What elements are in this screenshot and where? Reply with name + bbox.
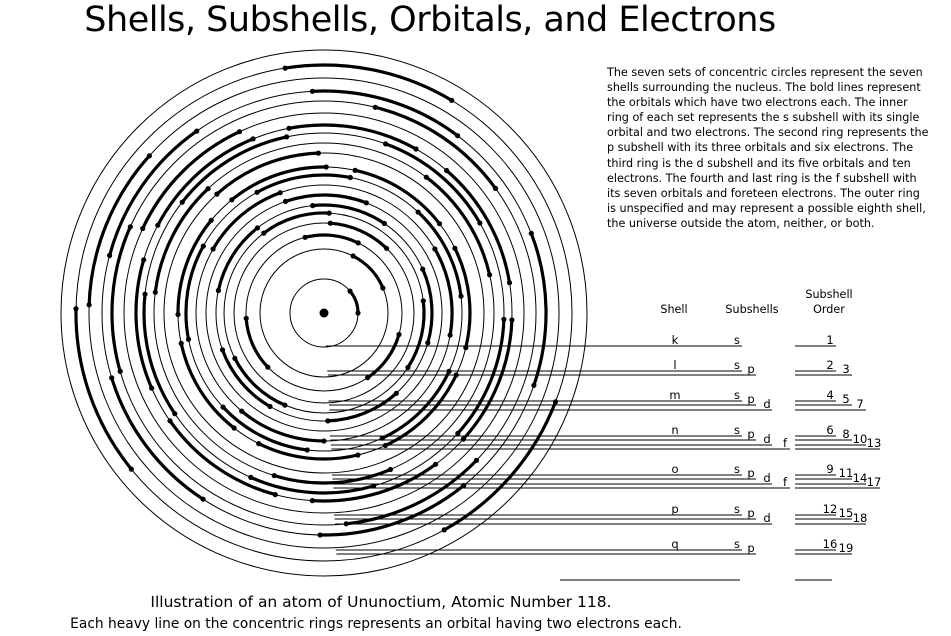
order-number: 5: [842, 392, 850, 406]
electron: [355, 310, 360, 315]
subshell-label-n-f: f: [782, 436, 788, 450]
orbital-m-p: [408, 301, 424, 368]
caption-sub: Each heavy line on the concentric rings represents an orbital having two electrons each.: [70, 616, 682, 632]
order-number: 9: [826, 462, 834, 476]
subshell-label-q-s: s: [734, 537, 740, 551]
electron: [221, 405, 226, 410]
electron: [493, 186, 498, 191]
order-number: 15: [838, 506, 854, 520]
order-number: 11: [838, 466, 854, 480]
order-number: 4: [826, 388, 834, 402]
electron: [328, 221, 333, 226]
electron: [477, 220, 482, 225]
electron: [310, 498, 315, 503]
electron: [283, 66, 288, 71]
electron: [140, 226, 145, 231]
electron: [175, 312, 180, 317]
subshell-label-m-s: s: [734, 388, 740, 402]
orbital-q-p: [76, 309, 131, 469]
order-number: 13: [866, 436, 882, 450]
electron: [324, 164, 329, 169]
orbital-q-p: [444, 402, 555, 530]
order-number: 7: [856, 397, 864, 411]
electron: [155, 223, 160, 228]
subshell-label-p-d: d: [763, 511, 771, 525]
electron: [455, 431, 460, 436]
electron: [229, 197, 234, 202]
electron: [448, 333, 453, 338]
electron: [211, 246, 216, 251]
electron: [141, 257, 146, 262]
electron: [109, 375, 114, 380]
electron: [167, 418, 172, 423]
electron: [384, 246, 389, 251]
subshell-label-n-s: s: [734, 423, 740, 437]
electron: [442, 527, 447, 532]
electron: [405, 365, 410, 370]
electron: [179, 341, 184, 346]
electron: [420, 267, 425, 272]
electron: [267, 404, 272, 409]
electron: [261, 231, 266, 236]
electron: [353, 168, 358, 173]
electron: [364, 200, 369, 205]
electron: [416, 210, 421, 215]
order-number: 8: [842, 427, 850, 441]
electron: [351, 253, 356, 258]
order-number: 19: [838, 541, 854, 555]
electron: [303, 235, 308, 240]
electron: [216, 288, 221, 293]
subshell-label-o-p: p: [747, 466, 755, 480]
electron: [310, 89, 315, 94]
electron: [461, 437, 466, 442]
header-shell: Shell: [660, 303, 688, 316]
electron: [433, 462, 438, 467]
electron: [237, 129, 242, 134]
electron: [255, 190, 260, 195]
electron: [356, 240, 361, 245]
shell-label-k: k: [671, 333, 679, 347]
subshell-label-n-p: p: [747, 427, 755, 441]
description-text: The seven sets of concentric circles represent the seven shells surrounding the nucleus. The bold lines represent the orbitals which have two electrons each. The inner ring of each set represents the s subshell with its single orbital and two electrons. The second ring represents the p subshell with its three orbitals and six electrons. The third ring is the d subshell and its five orbitals and ten electrons. The fourth and last ring is the f subshell with its seven orbitals and foreteen electrons. The outer ring is unspecified and may represent a possible eighth shell, the universe outside the atom, neither, or both.: [607, 66, 929, 230]
electron: [421, 298, 426, 303]
electron: [383, 141, 388, 146]
orbital-p-d: [531, 233, 546, 385]
subshell-label-m-p: p: [747, 392, 755, 406]
electron: [531, 383, 536, 388]
shell-label-m: m: [669, 388, 681, 402]
electron: [437, 221, 442, 226]
electron: [87, 302, 92, 307]
order-number: 12: [822, 502, 838, 516]
electron: [206, 186, 211, 191]
header-subshells: Subshells: [725, 303, 779, 316]
orbital-l-p: [246, 318, 268, 367]
orbital-o-f: [447, 171, 510, 283]
order-number: 1: [826, 333, 834, 347]
electron: [355, 452, 360, 457]
subshell-label-m-d: d: [763, 397, 771, 411]
subshell-label-l-s: s: [734, 358, 740, 372]
electron: [474, 458, 479, 463]
subshell-label-n-d: d: [763, 432, 771, 446]
subshell-label-q-p: p: [747, 541, 755, 555]
subshell-label-o-s: s: [734, 462, 740, 476]
electron: [220, 347, 225, 352]
electron: [239, 409, 244, 414]
electron: [149, 386, 154, 391]
electron: [365, 375, 370, 380]
electron: [529, 231, 534, 236]
electron: [194, 129, 199, 134]
electron: [172, 411, 177, 416]
subshell-label-p-s: s: [734, 502, 740, 516]
electron: [209, 218, 214, 223]
electron: [142, 292, 147, 297]
electron: [282, 403, 287, 408]
electron: [251, 136, 256, 141]
order-number: 3: [842, 362, 850, 376]
subshell-label-l-p: p: [747, 362, 755, 376]
order-number: 2: [826, 358, 834, 372]
orbital-n-p: [435, 249, 452, 335]
electron: [255, 225, 260, 230]
electron: [305, 447, 310, 452]
page-title: Shells, Subshells, Orbitals, and Electrons: [84, 0, 776, 40]
electron: [316, 151, 321, 156]
electron: [73, 306, 78, 311]
orbital-l-s: [353, 256, 383, 288]
electron: [310, 203, 315, 208]
electron: [501, 317, 506, 322]
electron: [449, 98, 454, 103]
electron: [380, 285, 385, 290]
electron: [432, 246, 437, 251]
orbital-k-s: [350, 291, 358, 313]
order-number: 14: [852, 471, 868, 485]
header-order-line1: Subshell: [805, 288, 853, 301]
electron: [248, 475, 253, 480]
electron: [509, 317, 514, 322]
order-number: 18: [852, 511, 868, 525]
electron: [396, 332, 401, 337]
order-number: 6: [826, 423, 834, 437]
orbital-m-d: [328, 393, 397, 421]
orbital-n-s: [286, 195, 367, 203]
electron: [444, 168, 449, 173]
electron: [244, 316, 249, 321]
orbital-n-p: [242, 411, 324, 441]
order-number: 16: [822, 537, 838, 551]
electron: [256, 441, 261, 446]
shell-label-n: n: [671, 423, 679, 437]
header-order-line2: Order: [813, 303, 845, 316]
orbital-o-p: [274, 470, 390, 484]
shell-label-q: q: [671, 537, 679, 551]
electron: [286, 126, 291, 131]
electron: [425, 340, 430, 345]
caption-main: Illustration of an atom of Ununoctium, Atomic Number 118.: [150, 593, 612, 611]
order-number: 10: [852, 432, 868, 446]
electron: [107, 253, 112, 258]
orbital-l-p: [305, 235, 358, 243]
subshell-label-o-d: d: [763, 471, 771, 485]
electron: [186, 337, 191, 342]
electron: [129, 467, 134, 472]
order-number: 17: [866, 475, 882, 489]
electron: [382, 221, 387, 226]
electron: [283, 199, 288, 204]
electron: [347, 289, 352, 294]
subshell-label-p-p: p: [747, 506, 755, 520]
subshell-label-o-f: f: [782, 475, 788, 489]
electron: [273, 492, 278, 497]
electron: [394, 391, 399, 396]
electron: [325, 418, 330, 423]
electron: [424, 175, 429, 180]
electron: [278, 190, 283, 195]
electron: [388, 467, 393, 472]
electron: [458, 294, 463, 299]
electron: [373, 105, 378, 110]
electron: [452, 246, 457, 251]
electron: [201, 244, 206, 249]
shell-label-p: p: [671, 502, 679, 516]
orbital-o-f: [463, 320, 512, 439]
electron: [232, 425, 237, 430]
electron: [232, 356, 237, 361]
electron: [147, 153, 152, 158]
electron: [118, 369, 123, 374]
electron: [413, 146, 418, 151]
shell-label-o: o: [671, 462, 679, 476]
electron: [455, 133, 460, 138]
electron: [128, 224, 133, 229]
electron: [284, 134, 289, 139]
electron: [214, 192, 219, 197]
electron: [318, 532, 323, 537]
electron: [553, 399, 558, 404]
subshell-label-k-s: s: [734, 333, 740, 347]
electron: [507, 280, 512, 285]
electron: [348, 175, 353, 180]
electron: [180, 200, 185, 205]
nucleus: [320, 309, 329, 318]
electron: [265, 365, 270, 370]
electron: [272, 473, 277, 478]
shell-label-l: l: [673, 358, 677, 372]
electron: [153, 290, 158, 295]
electron: [321, 438, 326, 443]
electron: [327, 211, 332, 216]
electron: [487, 272, 492, 277]
electron: [201, 497, 206, 502]
